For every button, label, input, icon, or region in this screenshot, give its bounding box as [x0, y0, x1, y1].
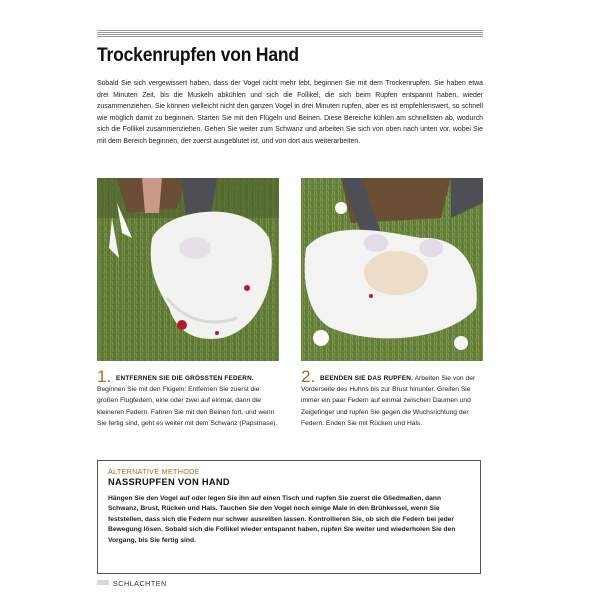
step-1 [97, 367, 280, 429]
step-number: 1. [97, 367, 112, 386]
page-footer [97, 579, 167, 588]
step-text: Beginnen Sie mit den Flügeln: Entfernen Sie zuerst die großen Flugfedern, eine oder zwei auf einmal, dann die kleineren Federn. Fahren Sie mit den Beinen fort, und wenn Sie fertig sind, geht es weiter mit dem Schwanz (Papstnase). [97, 386, 278, 427]
box-kicker: ALTERNATIVE METHODE [108, 467, 200, 476]
title-rule [97, 30, 483, 38]
box-title: NASSRUPFEN VON HAND [108, 477, 230, 487]
page-title: Trockenrupfen von Hand [97, 45, 299, 66]
step-text: Arbeiten Sie von der Vorderseite des Huhns bis zur Brust hinunter. Greifen Sie immer ein paar Federn auf einmal zwischen Daumen und Zeigefinger und rupfen Sie gegen die Wuchsrichtung der Federn. Enden Sie mit Rücken und Hals. [301, 375, 476, 427]
photo-finishing-plucking-image [301, 178, 483, 361]
step-heading: BEENDEN SIE DAS RUPFEN. [320, 375, 414, 382]
footer-section-label: SCHLACHTEN [113, 579, 167, 588]
photo-plucking-large-feathers [97, 178, 279, 361]
box-text: Hängen Sie den Vogel auf oder legen Sie ihn auf einen Tisch und rupfen Sie zuerst die Gliedmaßen, dann Schwanz, Brust, Rücken und Hals. Tauchen Sie den Vogel noch einige Male in den Brühkessel, wenn Sie feststellen, dass sich die Federn nur schwer ausreißen lassen. Kontrollieren Sie, ob sich die Federn bei jeder Bewegung lösen. Sobald sich die Follikel wieder entspannt haben, rupfen Sie weiter und wiederholen Sie den Vorgang, bis Sie fertig sind. [108, 495, 456, 544]
photo-plucking-large-feathers-image [97, 178, 279, 361]
step-heading: ENTFERNEN SIE DIE GRÖSSTEN FEDERN. [116, 375, 254, 382]
intro-paragraph: Sobald Sie sich vergewissert haben, dass der Vogel nicht mehr lebt, beginnen Sie mit dem Trockenrupfen. Sie haben etwa drei Minuten Zeit, bis die Muskeln abkühlen und sich die Follikel, die sich beim Rupfen entspannt haben, wieder zusammenziehen. Sie können vielleicht nicht den ganzen Vogel in drei Minuten rupfen, aber es ist empfehlenswert, so schnell wie möglich damit zu beginnen. Starten Sie mit den Flügeln und Beinen. Diese Bereiche kühlen am schnellsten ab, wodurch sich die Follikel zusammenziehen. Gehen Sie weiter zum Schwanz und arbeiten Sie sich von oben nach unten vor, wobei Sie mit dem Bereich beginnen, der zuerst ausgeblutet ist, und von dort aus weiterarbeiten. [97, 80, 483, 145]
step-2 [301, 367, 484, 429]
footer-marker [97, 580, 109, 585]
step-number: 2. [301, 367, 316, 386]
alternative-method-box [97, 460, 481, 574]
photo-finishing-plucking [301, 178, 483, 361]
